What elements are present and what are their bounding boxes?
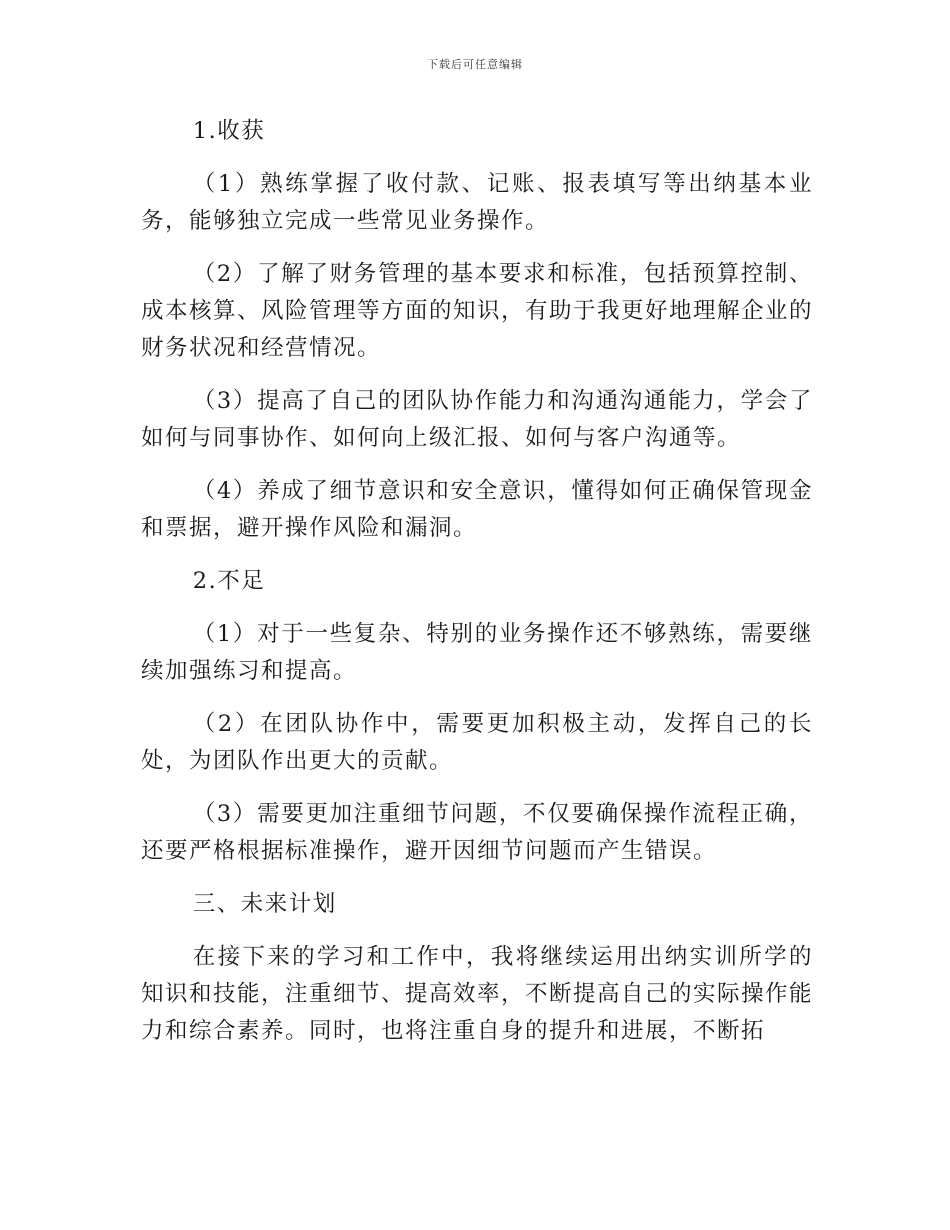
- paragraph-shortcoming-2: （2）在团队协作中，需要更加积极主动，发挥自己的长处，为团队作出更大的贡献。: [141, 711, 813, 774]
- paragraph-shortcoming-3: （3）需要更加注重细节问题，不仅要确保操作流程正确，还要严格根据标准操作，避开因细节问题而产生错误。: [141, 801, 813, 864]
- paragraph-gain-1: （1）熟练掌握了收付款、记账、报表填写等出纳基本业务，能够独立完成一些常见业务操作。: [141, 171, 813, 234]
- section-heading-gains: 1.收获: [192, 118, 266, 144]
- paragraph-future-plan: 在接下来的学习和工作中，我将继续运用出纳实训所学的知识和技能，注重细节、提高效率，不断提高自己的实际操作能力和综合素养。同时，也将注重自身的提升和进展，不断拓: [141, 944, 814, 1044]
- paragraph-gain-4: （4）养成了细节意识和安全意识，懂得如何正确保管现金和票据，避开操作风险和漏洞。: [141, 478, 813, 541]
- section-heading-future-plan: 三、未来计划: [192, 891, 337, 917]
- document-body: [141, 113, 813, 1066]
- section-heading-shortcomings: 2.不足: [192, 568, 266, 594]
- paragraph-gain-3: （3）提高了自己的团队协作能力和沟通沟通能力，学会了如何与同事协作、如何向上级汇报、如何与客户沟通等。: [141, 388, 813, 451]
- paragraph-shortcoming-1: （1）对于一些复杂、特别的业务操作还不够熟练，需要继续加强练习和提高。: [141, 621, 813, 684]
- paragraph-gain-2: （2）了解了财务管理的基本要求和标准，包括预算控制、成本核算、风险管理等方面的知识，有助于我更好地理解企业的财务状况和经营情况。: [141, 261, 814, 361]
- page-header: 下载后可任意编辑: [427, 58, 523, 71]
